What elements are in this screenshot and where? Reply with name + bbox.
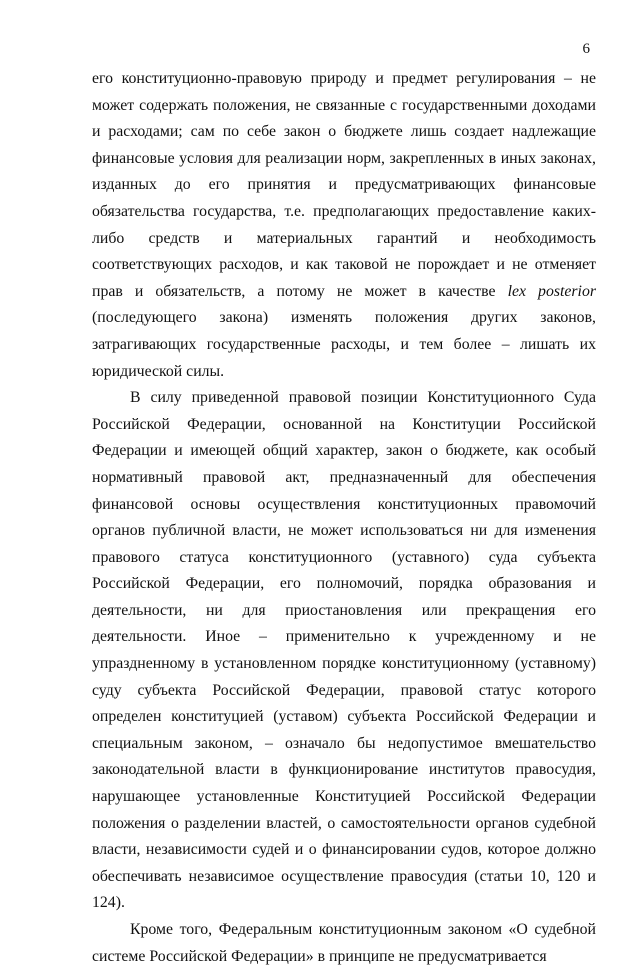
latin-term: lex posterior xyxy=(507,282,596,300)
paragraph-text-before: его конституционно-правовую природу и предмет регулирования – не может содержать положения, не связанные с государственными доходами и расходами; сам по себе закон о бюджете лишь создает надлежащие финансовые условия для реализации норм, закрепленных в иных законах, изданных до его принятия и предусматривающих финансовые обязательства государства, т.е. предполагающих предоставление каких-либо средств и материальных гарантий и необходимость соответствующих расходов, и как таковой не порождает и не отменяет прав и обязательств, а потому не может в качестве xyxy=(92,70,596,300)
paragraph-text-after: (последующего закона) изменять положения других законов, затрагивающих государственные расходы, и тем более – лишать их юридической силы. xyxy=(92,309,596,380)
page-number: 6 xyxy=(582,41,590,57)
paragraph-legal-position: В силу приведенной правовой позиции Конституционного Суда Российской Федерации, основанной на Конституции Российской Федерации и имеющей общий характер, закон о бюджете, как особый нормативный правовой акт, предназначенный для обеспечения финансовой основы осуществления конституционных правомочий органов публичной власти, не может использоваться ни для изменения правового статуса конституционного (уставного) суда субъекта Российской Федерации, его полномочий, порядка образования и деятельности, ни для приостановления или прекращения его деятельности. Иное – применительно к учрежденному и не упраздненному в установленном порядке конституционному (уставному) суду субъекта Российской Федерации, правовой статус которого определен конституцией (уставом) субъекта Российской Федерации и специальным законом, – означало бы недопустимое вмешательство законодательной власти в функционирование институтов правосудия, нарушающее установленные Конституцией Российской Федерации положения о разделении властей, о самостоятельности органов судебной власти, независимости судей и о финансировании судов, которое должно обеспечивать независимое осуществление правосудия (статьи 10, 120 и 124). xyxy=(92,389,596,912)
paragraph-federal-law: Кроме того, Федеральным конституционным законом «О судебной системе Российской Федерации» в принципе не предусматривается xyxy=(92,921,596,965)
paragraph-continuation xyxy=(92,66,596,385)
document-body xyxy=(92,66,596,970)
